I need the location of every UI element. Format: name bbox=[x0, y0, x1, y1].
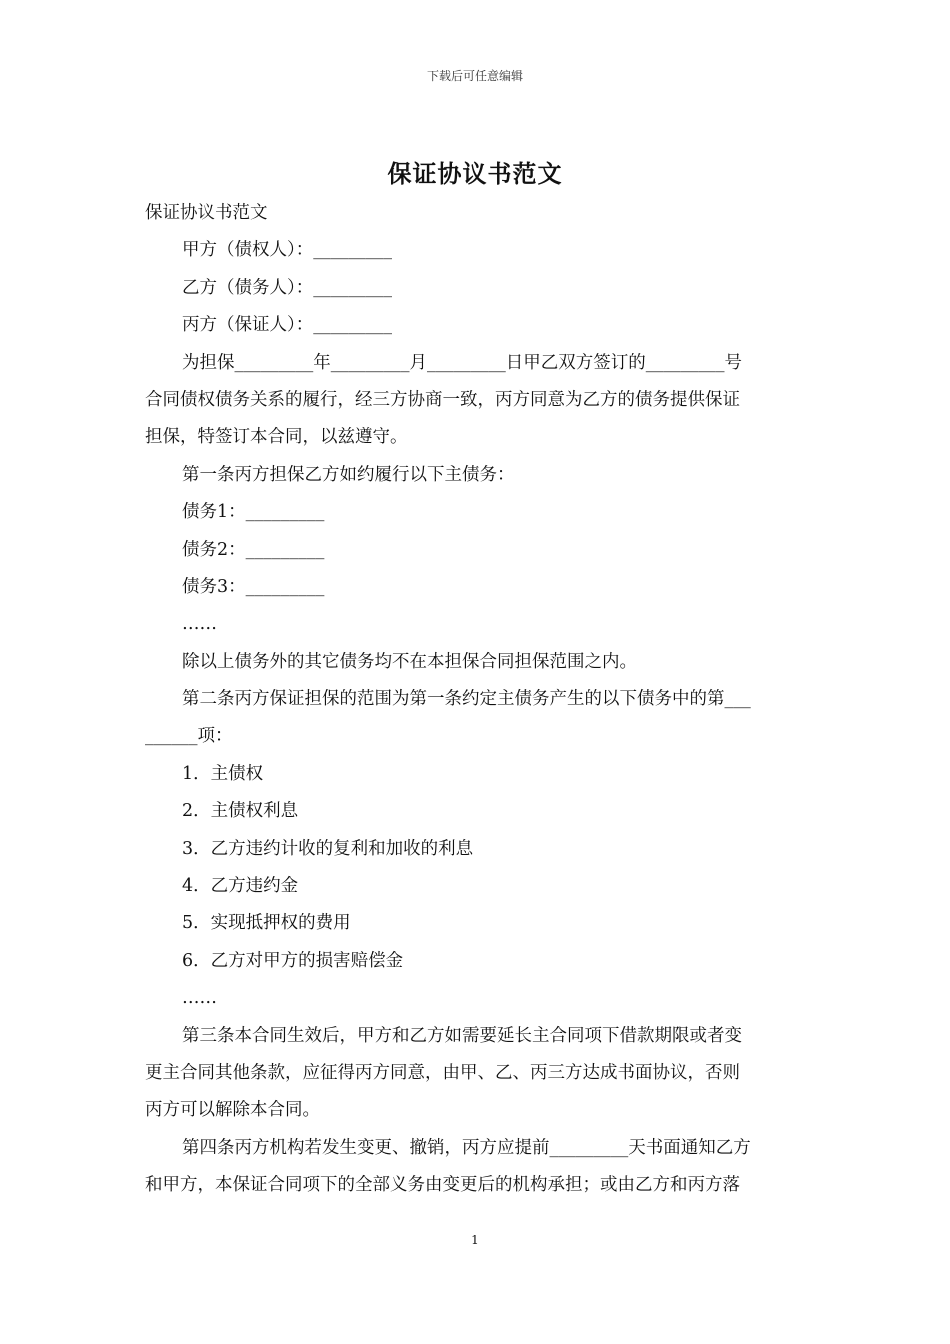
list-item: 3．乙方违约计收的复利和加收的利息 bbox=[182, 838, 474, 859]
body-line: 除以上债务外的其它债务均不在本担保合同担保范围之内。 bbox=[182, 651, 637, 672]
list-item: 1．主债权 bbox=[182, 763, 264, 784]
body-line: 乙方（债务人）：_________ bbox=[182, 277, 392, 298]
list-item: 6．乙方对甲方的损害赔偿金 bbox=[182, 950, 404, 971]
list-item: 2．主债权利息 bbox=[182, 801, 299, 822]
list-item: 4．乙方违约金 bbox=[182, 876, 299, 897]
body-line: 更主合同其他条款，应征得丙方同意，由甲、乙、丙三方达成书面协议，否则 bbox=[145, 1062, 740, 1083]
body-line: 丙方可以解除本合同。 bbox=[145, 1100, 320, 1121]
body-line: 债务1：_________ bbox=[182, 502, 325, 523]
body-line: 甲方（债权人）：_________ bbox=[182, 240, 392, 261]
body-line: 第一条丙方担保乙方如约履行以下主债务： bbox=[182, 464, 515, 485]
body-line: 债务3：_________ bbox=[182, 576, 325, 597]
body-line: 第四条丙方机构若发生变更、撤销，丙方应提前_________天书面通知乙方 bbox=[182, 1137, 751, 1158]
body-line: 保证协议书范文 bbox=[145, 203, 268, 223]
body-line: 丙方（保证人）：_________ bbox=[182, 315, 392, 336]
body-line: 债务2：_________ bbox=[182, 539, 325, 560]
body-line: 担保，特签订本合同，以兹遵守。 bbox=[145, 427, 408, 448]
page-number: 1 bbox=[471, 1233, 479, 1247]
list-item: 5．实现抵押权的费用 bbox=[182, 913, 351, 934]
body-line: …… bbox=[182, 614, 217, 635]
body-line: 为担保_________年_________月_________日甲乙双方签订的_________号 bbox=[182, 352, 742, 373]
body-line: 第二条丙方保证担保的范围为第一条约定主债务产生的以下债务中的第___ bbox=[182, 689, 751, 710]
document-body bbox=[145, 195, 807, 1205]
body-line: 第三条本合同生效后，甲方和乙方如需要延长主合同项下借款期限或者变 bbox=[182, 1025, 742, 1046]
page-header: 下载后可任意编辑 bbox=[426, 69, 523, 83]
body-line: …… bbox=[182, 988, 217, 1009]
body-line: ______项： bbox=[145, 726, 233, 747]
body-line: 合同债权债务关系的履行，经三方协商一致，丙方同意为乙方的债务提供保证 bbox=[145, 389, 740, 410]
document-title: 保证协议书范文 bbox=[387, 159, 563, 188]
body-line: 和甲方，本保证合同项下的全部义务由变更后的机构承担；或由乙方和丙方落 bbox=[145, 1175, 740, 1196]
